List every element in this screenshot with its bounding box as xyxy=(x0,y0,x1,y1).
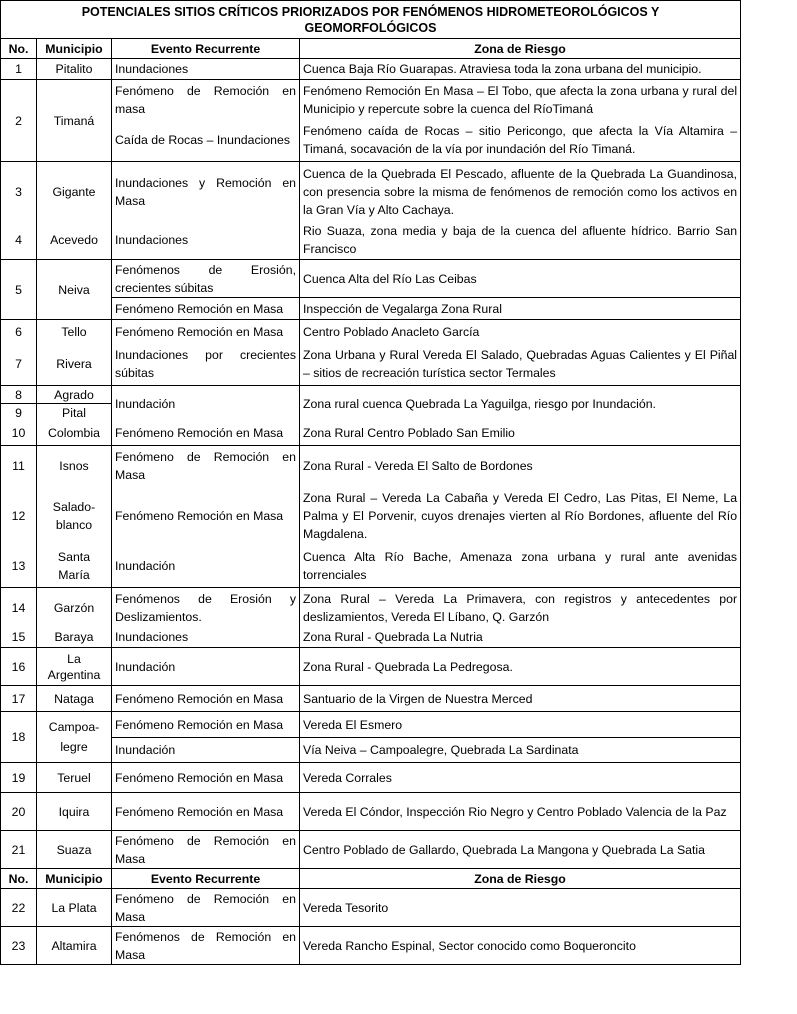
header-evento: Evento Recurrente xyxy=(112,39,300,59)
municipio-line: La xyxy=(67,651,81,666)
row-number: 19 xyxy=(1,763,37,793)
municipio-line: legre xyxy=(60,740,88,754)
table-row xyxy=(1,422,741,446)
row-number: 4 xyxy=(1,222,37,260)
header-no: No. xyxy=(1,39,37,59)
row-number: 18 xyxy=(1,712,37,763)
table-row xyxy=(1,298,741,320)
municipio-cell: Isnos xyxy=(37,446,112,486)
municipio-cell: Neiva xyxy=(37,260,112,320)
evento-cell: Inundaciones xyxy=(112,59,300,80)
zona-cell: Zona Urbana y Rural Vereda El Salado, Quebradas Aguas Calientes y El Piñal – sitios de recreación turística sector Termales xyxy=(300,344,741,386)
evento-cell: Fenómeno Remoción en Masa xyxy=(112,793,300,831)
zona-cell: Vereda Tesorito xyxy=(300,889,741,927)
row-number: 21 xyxy=(1,831,37,869)
row-number: 7 xyxy=(1,344,37,386)
evento-cell: Inundaciones por crecientes súbitas xyxy=(112,344,300,386)
municipio-cell: Colombia xyxy=(37,422,112,446)
municipio-cell: Agrado xyxy=(37,386,112,404)
zona-cell: Centro Poblado Anacleto García xyxy=(300,320,741,344)
row-number: 9 xyxy=(1,404,37,422)
header-zona: Zona de Riesgo xyxy=(300,39,741,59)
evento-cell: Fenómeno Remoción en Masa xyxy=(112,712,300,738)
table-row xyxy=(1,546,741,588)
municipio-cell: Nataga xyxy=(37,686,112,712)
table-row xyxy=(1,222,741,260)
zona-cell: Zona Rural - Vereda El Salto de Bordones xyxy=(300,446,741,486)
evento-cell: Fenómeno Remoción en Masa xyxy=(112,486,300,546)
municipio-cell: Altamira xyxy=(37,927,112,965)
zona-cell: Centro Poblado de Gallardo, Quebrada La Mangona y Quebrada La Satia xyxy=(300,831,741,869)
row-number: 16 xyxy=(1,648,37,686)
table-row xyxy=(1,889,741,927)
header-municipio: Municipio xyxy=(37,39,112,59)
row-number: 3 xyxy=(1,162,37,222)
table-row xyxy=(1,260,741,298)
table-row xyxy=(1,320,741,344)
table-title: POTENCIALES SITIOS CRÍTICOS PRIORIZADOS POR FENÓMENOS HIDROMETEOROLÓGICOS Y GEOMORFOLÓGICOS xyxy=(1,1,741,39)
evento-cell: Fenómenos de Erosión y Deslizamientos. xyxy=(112,588,300,628)
municipio-line: Campoa- xyxy=(48,720,100,734)
header-evento: Evento Recurrente xyxy=(112,869,300,889)
table-row xyxy=(1,344,741,386)
municipio-line: blanco xyxy=(55,517,93,532)
row-number: 8 xyxy=(1,386,37,404)
municipio-cell: Timaná xyxy=(37,80,112,162)
municipio-cell xyxy=(37,486,112,546)
table-row xyxy=(1,628,741,648)
municipio-cell: Teruel xyxy=(37,763,112,793)
evento-cell: Inundación xyxy=(112,648,300,686)
zona-cell: Cuenca Alta del Río Las Ceibas xyxy=(300,260,741,298)
municipio-cell: Tello xyxy=(37,320,112,344)
evento-cell: Fenómeno Remoción en Masa xyxy=(112,320,300,344)
municipio-cell: Acevedo xyxy=(37,222,112,260)
title-row xyxy=(1,1,741,39)
row-number: 6 xyxy=(1,320,37,344)
municipio-cell: Suaza xyxy=(37,831,112,869)
zona-cell: Fenómeno Remoción En Masa – El Tobo, que afecta la zona urbana y rural del Municipio y repercute sobre la cuenca del RíoTimaná xyxy=(300,80,741,120)
municipio-line: Santa xyxy=(57,550,91,565)
table-row xyxy=(1,588,741,628)
header-municipio: Municipio xyxy=(37,869,112,889)
table-row xyxy=(1,446,741,486)
table-row xyxy=(1,386,741,404)
table-row xyxy=(1,120,741,162)
municipio-line: Argentina xyxy=(47,667,101,682)
evento-cell: Fenómeno de Remoción en Masa xyxy=(112,446,300,486)
evento-cell: Fenómeno Remoción en Masa xyxy=(112,298,300,320)
row-number: 1 xyxy=(1,59,37,80)
zona-cell: Cuenca de la Quebrada El Pescado, afluente de la Quebrada La Guandinosa, con presencia sobre la misma de fenómenos de remoción como los activos en la Gran Vía y Alto Cachaya. xyxy=(300,162,741,222)
zona-cell: Zona Rural Centro Poblado San Emilio xyxy=(300,422,741,446)
municipio-line: María xyxy=(58,568,90,583)
row-number: 5 xyxy=(1,260,37,320)
municipio-cell: Pital xyxy=(37,404,112,422)
table-row xyxy=(1,793,741,831)
table-row xyxy=(1,738,741,763)
municipio-cell: Iquira xyxy=(37,793,112,831)
table-row xyxy=(1,831,741,869)
evento-cell: Inundación xyxy=(112,546,300,588)
municipio-cell xyxy=(37,712,112,763)
table-row xyxy=(1,648,741,686)
evento-cell: Fenómeno de Remoción en Masa xyxy=(112,889,300,927)
municipio-cell: Pitalito xyxy=(37,59,112,80)
header-row xyxy=(1,39,741,59)
zona-cell: Vereda El Cóndor, Inspección Rio Negro y Centro Poblado Valencia de la Paz xyxy=(300,793,741,831)
evento-cell: Fenómenos de Remoción en Masa xyxy=(112,927,300,965)
zona-cell: Vereda Rancho Espinal, Sector conocido como Boqueroncito xyxy=(300,927,741,965)
row-number: 11 xyxy=(1,446,37,486)
municipio-cell xyxy=(37,648,112,686)
row-number: 12 xyxy=(1,486,37,546)
municipio-cell xyxy=(37,546,112,588)
zona-cell: Rio Suaza, zona media y baja de la cuenca del afluente hídrico. Barrio San Francisco xyxy=(300,222,741,260)
row-number: 22 xyxy=(1,889,37,927)
municipio-cell: Gigante xyxy=(37,162,112,222)
zona-cell: Zona Rural – Vereda La Cabaña y Vereda El Cedro, Las Pitas, El Neme, La Palma y El Porvenir, cuyos drenajes vierten al Río Bordones, afluente del Río Magdalena. xyxy=(300,486,741,546)
zona-cell: Fenómeno caída de Rocas – sitio Pericongo, que afecta la Vía Altamira – Timaná, socavación de la vía por inundación del Río Timaná. xyxy=(300,120,741,162)
zona-cell: Cuenca Baja Río Guarapas. Atraviesa toda la zona urbana del municipio. xyxy=(300,59,741,80)
zona-cell: Inspección de Vegalarga Zona Rural xyxy=(300,298,741,320)
zona-cell: Zona rural cuenca Quebrada La Yaguilga, riesgo por Inundación. xyxy=(300,386,741,422)
row-number: 2 xyxy=(1,80,37,162)
evento-cell: Caída de Rocas – Inundaciones xyxy=(112,120,300,162)
evento-cell: Fenómenos de Erosión, crecientes súbitas xyxy=(112,260,300,298)
zona-cell: Zona Rural - Quebrada La Pedregosa. xyxy=(300,648,741,686)
row-number: 10 xyxy=(1,422,37,446)
municipio-line: Salado- xyxy=(52,499,96,514)
zona-cell: Santuario de la Virgen de Nuestra Merced xyxy=(300,686,741,712)
municipio-cell: Rivera xyxy=(37,344,112,386)
table-row xyxy=(1,927,741,965)
evento-cell: Fenómeno Remoción en Masa xyxy=(112,686,300,712)
table-row xyxy=(1,80,741,120)
zona-cell: Zona Rural – Vereda La Primavera, con registros y antecedentes por deslizamientos, Vereda El Líbano, Q. Garzón xyxy=(300,588,741,628)
zona-cell: Vía Neiva – Campoalegre, Quebrada La Sardinata xyxy=(300,738,741,763)
header-row-repeat xyxy=(1,869,741,889)
evento-cell: Fenómeno de Remoción en masa xyxy=(112,80,300,120)
zona-cell: Vereda Corrales xyxy=(300,763,741,793)
evento-cell: Inundaciones xyxy=(112,628,300,648)
municipio-cell: Garzón xyxy=(37,588,112,628)
table-row xyxy=(1,59,741,80)
evento-cell: Inundaciones xyxy=(112,222,300,260)
evento-cell: Fenómeno Remoción en Masa xyxy=(112,422,300,446)
table-row xyxy=(1,686,741,712)
row-number: 20 xyxy=(1,793,37,831)
table-row xyxy=(1,763,741,793)
evento-cell: Inundaciones y Remoción en Masa xyxy=(112,162,300,222)
table-row xyxy=(1,162,741,222)
row-number: 17 xyxy=(1,686,37,712)
row-number: 13 xyxy=(1,546,37,588)
evento-cell: Fenómeno de Remoción en Masa xyxy=(112,831,300,869)
zona-cell: Zona Rural - Quebrada La Nutria xyxy=(300,628,741,648)
municipio-cell: Baraya xyxy=(37,628,112,648)
row-number: 14 xyxy=(1,588,37,628)
header-no: No. xyxy=(1,869,37,889)
zona-cell: Vereda El Esmero xyxy=(300,712,741,738)
evento-cell: Inundación xyxy=(112,386,300,422)
evento-cell: Inundación xyxy=(112,738,300,763)
table-row xyxy=(1,712,741,738)
table-row xyxy=(1,486,741,546)
row-number: 15 xyxy=(1,628,37,648)
municipio-cell: La Plata xyxy=(37,889,112,927)
row-number: 23 xyxy=(1,927,37,965)
header-zona: Zona de Riesgo xyxy=(300,869,741,889)
evento-cell: Fenómeno Remoción en Masa xyxy=(112,763,300,793)
zona-cell: Cuenca Alta Río Bache, Amenaza zona urbana y rural ante avenidas torrenciales xyxy=(300,546,741,588)
